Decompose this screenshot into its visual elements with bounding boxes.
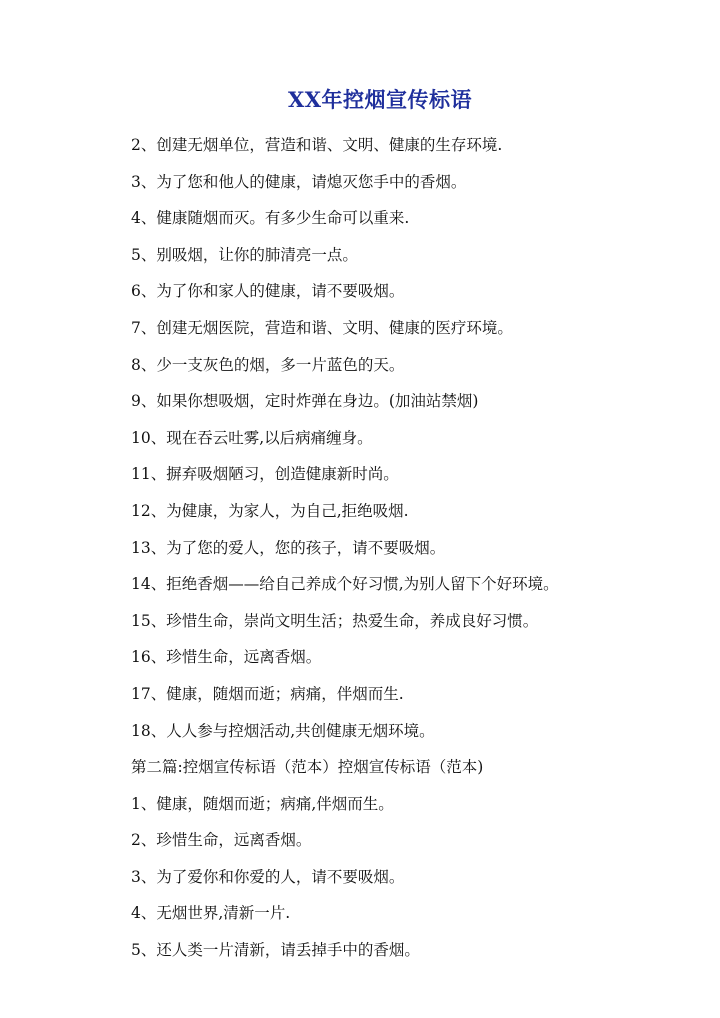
slogan-line: 17、健康，随烟而逝；病痛，伴烟而生. xyxy=(131,684,404,703)
slogan-line: 13、为了您的爱人，您的孩子，请不要吸烟。 xyxy=(131,538,446,557)
slogan-line: 5、还人类一片清新，请丢掉手中的香烟。 xyxy=(131,941,420,960)
slogan-line: 16、珍惜生命，远离香烟。 xyxy=(131,648,322,667)
slogan-line: 7、创建无烟医院，营造和谐、文明、健康的医疗环境。 xyxy=(131,318,513,337)
document-title: XX年控烟宣传标语 xyxy=(287,87,473,112)
slogan-line: 5、别吸烟，让你的肺清亮一点。 xyxy=(131,245,358,264)
slogan-line: 2、珍惜生命，远离香烟。 xyxy=(131,831,312,850)
slogan-line: 4、健康随烟而灭。有多少生命可以重来. xyxy=(131,209,410,228)
slogan-line: 15、珍惜生命，崇尚文明生活；热爱生命，养成良好习惯。 xyxy=(131,611,539,630)
slogan-line: 1、健康，随烟而逝；病痛,伴烟而生。 xyxy=(131,794,394,813)
slogan-line: 10、现在吞云吐雾,以后病痛缠身。 xyxy=(131,428,373,447)
slogan-list xyxy=(131,127,711,969)
slogan-line: 2、创建无烟单位，营造和谐、文明、健康的生存环境. xyxy=(131,136,503,154)
slogan-line: 9、如果你想吸烟，定时炸弹在身边。(加油站禁烟) xyxy=(131,392,479,411)
slogan-line: 14、拒绝香烟——给自己养成个好习惯,为别人留下个好环境。 xyxy=(131,575,559,594)
slogan-line: 11、摒弃吸烟陋习，创造健康新时尚。 xyxy=(131,465,399,484)
slogan-line: 3、为了您和他人的健康，请熄灭您手中的香烟。 xyxy=(131,172,467,191)
slogan-line: 4、无烟世界,清新一片. xyxy=(131,904,291,923)
slogan-line: 8、少一支灰色的烟，多一片蓝色的天。 xyxy=(131,355,405,374)
slogan-line: 6、为了你和家人的健康，请不要吸烟。 xyxy=(131,282,405,301)
slogan-line: 3、为了爱你和你爱的人，请不要吸烟。 xyxy=(131,867,405,886)
section-heading: 第二篇:控烟宣传标语（范本）控烟宣传标语（范本) xyxy=(131,758,484,777)
slogan-line: 12、为健康，为家人，为自己,拒绝吸烟. xyxy=(131,501,409,520)
slogan-line: 18、人人参与控烟活动,共创健康无烟环境。 xyxy=(131,721,435,740)
